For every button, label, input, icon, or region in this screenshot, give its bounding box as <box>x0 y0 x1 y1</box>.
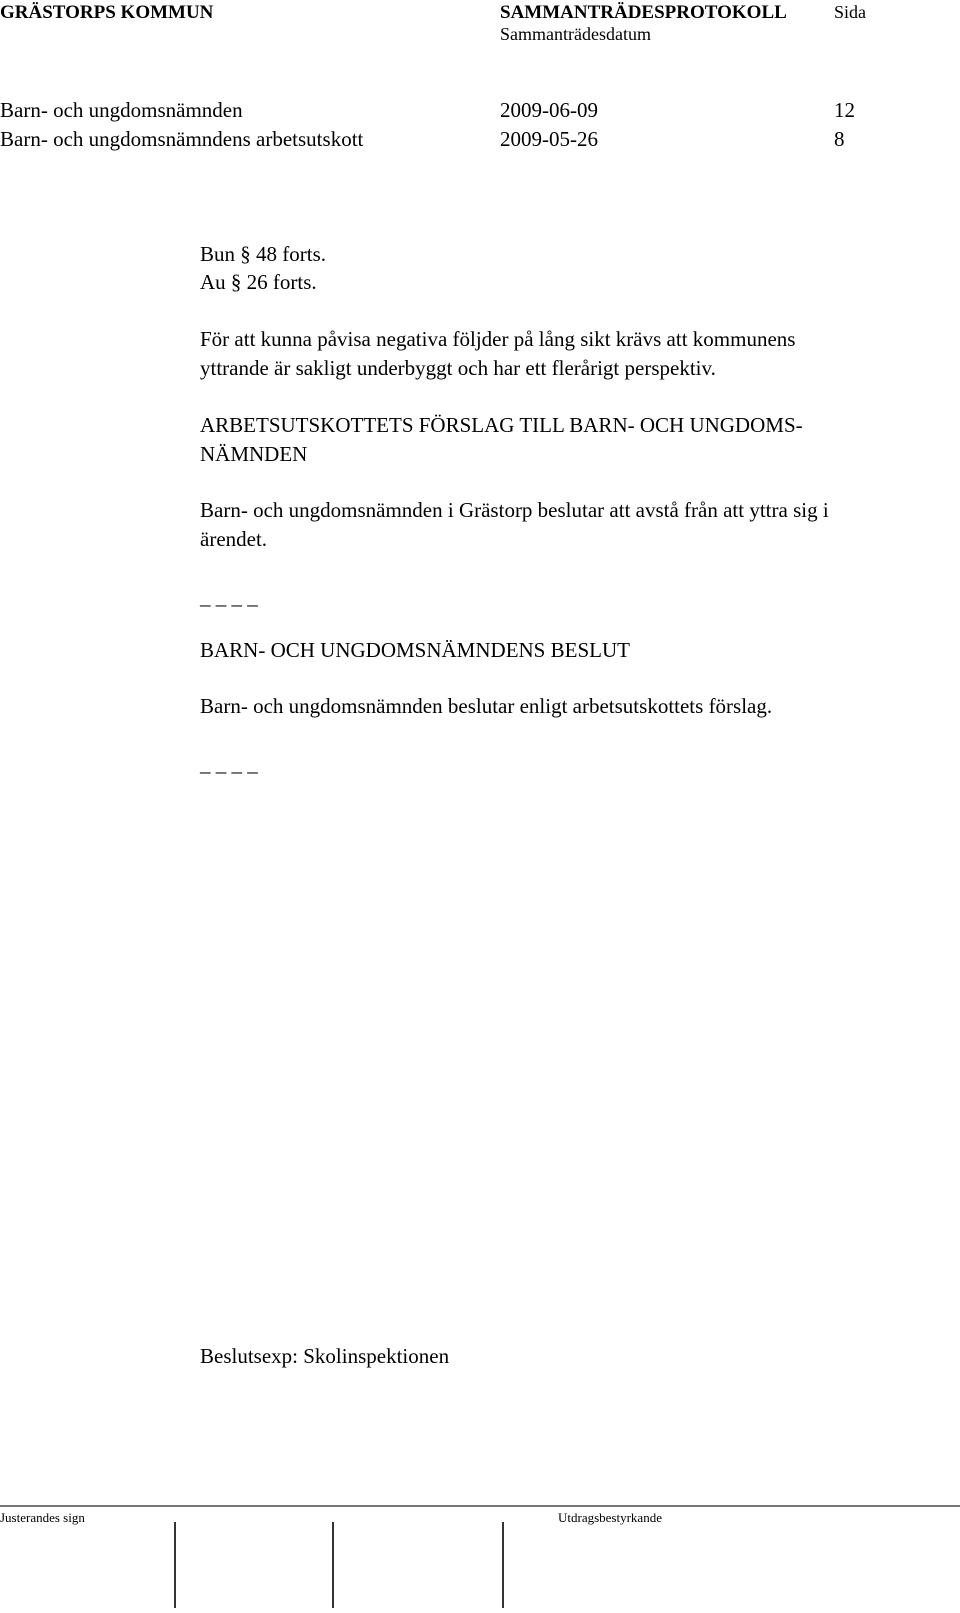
meeting-body: Barn- och ungdomsnämndens arbetsutskott <box>0 127 364 151</box>
section-ref: Au § 26 forts. <box>200 270 317 294</box>
signature-box-divider <box>174 1522 176 1608</box>
meeting-date: 2009-05-26 <box>500 127 598 151</box>
paragraph-line: Barn- och ungdomsnämnden i Grästorp beslutar att avstå från att yttra sig i <box>200 498 829 522</box>
meeting-body: Barn- och ungdomsnämnden <box>0 98 243 122</box>
meeting-date: 2009-06-09 <box>500 98 598 122</box>
extract-label: Utdragsbestyrkande <box>558 1510 662 1525</box>
paragraph-line: Barn- och ungdomsnämnden beslutar enligt arbetsutskottets förslag. <box>200 694 773 718</box>
section-heading: BARN- OCH UNGDOMSNÄMNDENS BESLUT <box>200 638 630 662</box>
signature-box-divider <box>502 1522 504 1608</box>
paragraph-line: För att kunna påvisa negativa följder på lång sikt krävs att kommunens <box>200 327 796 351</box>
section-ref: Bun § 48 forts. <box>200 242 326 266</box>
signature-box-divider <box>332 1522 334 1608</box>
paragraph-line: ärendet. <box>200 527 268 551</box>
meeting-page: 8 <box>834 127 845 151</box>
date-label: Sammanträdesdatum <box>500 24 651 44</box>
page-label: Sida <box>834 2 867 22</box>
separator: _ _ _ _ <box>200 585 258 609</box>
meeting-page: 12 <box>834 98 855 122</box>
org-name: GRÄSTORPS KOMMUN <box>0 2 214 23</box>
sign-label: Justerandes sign <box>0 1510 85 1525</box>
section-heading: NÄMNDEN <box>200 442 308 466</box>
distribution: Beslutsexp: Skolinspektionen <box>200 1344 450 1368</box>
section-heading: ARBETSUTSKOTTETS FÖRSLAG TILL BARN- OCH UNGDOMS- <box>200 413 803 437</box>
document-type: SAMMANTRÄDESPROTOKOLL <box>500 2 787 23</box>
separator: _ _ _ _ <box>200 752 258 776</box>
footer-divider <box>0 1505 960 1507</box>
paragraph-line: yttrande är sakligt underbyggt och har ett flerårigt perspektiv. <box>200 356 716 380</box>
